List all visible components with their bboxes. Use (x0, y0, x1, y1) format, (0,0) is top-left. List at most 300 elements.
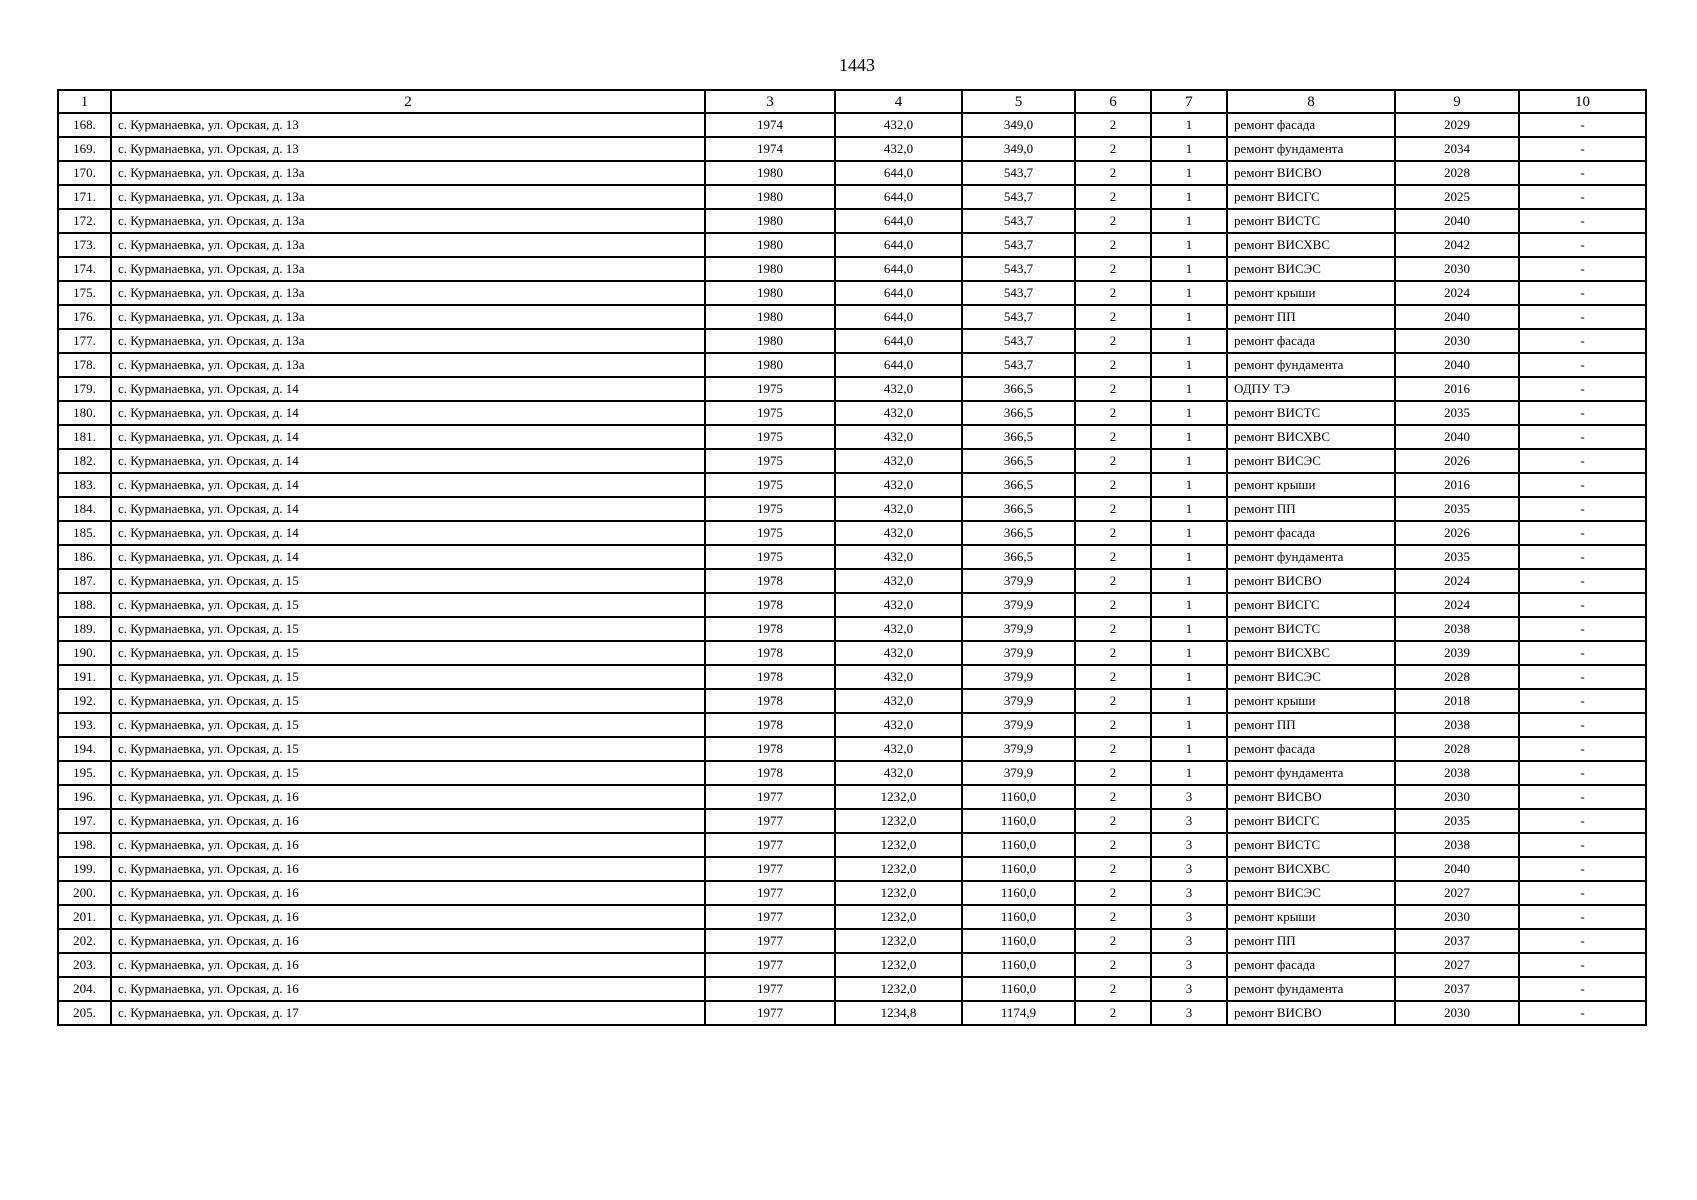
cell-row-number: 172. (58, 209, 111, 233)
table-row (58, 617, 1646, 641)
cell-build-year: 1980 (705, 257, 835, 281)
table-row (58, 353, 1646, 377)
cell-living-area: 543,7 (962, 161, 1075, 185)
cell-entrances: 1 (1151, 233, 1227, 257)
cell-row-number: 195. (58, 761, 111, 785)
cell-cost: - (1519, 761, 1646, 785)
cell-address: с. Курманаевка, ул. Орская, д. 15 (111, 641, 705, 665)
table-row (58, 953, 1646, 977)
cell-cost: - (1519, 569, 1646, 593)
cell-total-area: 432,0 (835, 593, 962, 617)
cell-living-area: 1160,0 (962, 881, 1075, 905)
cell-entrances: 3 (1151, 977, 1227, 1001)
cell-work-type: ремонт ВИСЭС (1227, 881, 1395, 905)
cell-work-type: ремонт ПП (1227, 929, 1395, 953)
cell-address: с. Курманаевка, ул. Орская, д. 16 (111, 833, 705, 857)
cell-entrances: 3 (1151, 929, 1227, 953)
cell-planned-year: 2038 (1395, 617, 1519, 641)
cell-planned-year: 2030 (1395, 257, 1519, 281)
cell-total-area: 432,0 (835, 569, 962, 593)
cell-cost: - (1519, 809, 1646, 833)
cell-entrances: 3 (1151, 1001, 1227, 1025)
cell-work-type: ремонт ВИСВО (1227, 785, 1395, 809)
cell-planned-year: 2030 (1395, 1001, 1519, 1025)
cell-work-type: ремонт ПП (1227, 497, 1395, 521)
cell-row-number: 192. (58, 689, 111, 713)
cell-entrances: 1 (1151, 113, 1227, 137)
cell-living-area: 543,7 (962, 281, 1075, 305)
cell-entrances: 1 (1151, 761, 1227, 785)
cell-build-year: 1978 (705, 617, 835, 641)
cell-build-year: 1975 (705, 473, 835, 497)
cell-address: с. Курманаевка, ул. Орская, д. 17 (111, 1001, 705, 1025)
cell-address: с. Курманаевка, ул. Орская, д. 16 (111, 929, 705, 953)
cell-floors: 2 (1075, 569, 1151, 593)
cell-total-area: 432,0 (835, 473, 962, 497)
cell-planned-year: 2040 (1395, 353, 1519, 377)
cell-entrances: 1 (1151, 449, 1227, 473)
cell-cost: - (1519, 353, 1646, 377)
table-row (58, 281, 1646, 305)
cell-build-year: 1975 (705, 401, 835, 425)
cell-work-type: ремонт фундамента (1227, 545, 1395, 569)
table-row (58, 929, 1646, 953)
cell-total-area: 432,0 (835, 545, 962, 569)
cell-living-area: 379,9 (962, 689, 1075, 713)
table-row (58, 785, 1646, 809)
cell-row-number: 184. (58, 497, 111, 521)
cell-entrances: 1 (1151, 713, 1227, 737)
cell-row-number: 173. (58, 233, 111, 257)
cell-entrances: 3 (1151, 833, 1227, 857)
cell-living-area: 1160,0 (962, 905, 1075, 929)
cell-floors: 2 (1075, 857, 1151, 881)
cell-work-type: ремонт фундамента (1227, 977, 1395, 1001)
cell-living-area: 366,5 (962, 377, 1075, 401)
cell-floors: 2 (1075, 881, 1151, 905)
cell-work-type: ремонт крыши (1227, 281, 1395, 305)
cell-planned-year: 2038 (1395, 761, 1519, 785)
header-col-2: 2 (111, 90, 705, 113)
header-col-3: 3 (705, 90, 835, 113)
cell-floors: 2 (1075, 905, 1151, 929)
cell-build-year: 1980 (705, 161, 835, 185)
cell-address: с. Курманаевка, ул. Орская, д. 15 (111, 689, 705, 713)
header-col-4: 4 (835, 90, 962, 113)
cell-living-area: 366,5 (962, 473, 1075, 497)
cell-build-year: 1975 (705, 449, 835, 473)
cell-planned-year: 2035 (1395, 497, 1519, 521)
cell-row-number: 204. (58, 977, 111, 1001)
cell-total-area: 644,0 (835, 329, 962, 353)
cell-build-year: 1980 (705, 353, 835, 377)
cell-planned-year: 2035 (1395, 401, 1519, 425)
cell-floors: 2 (1075, 137, 1151, 161)
cell-work-type: ремонт фасада (1227, 737, 1395, 761)
cell-cost: - (1519, 593, 1646, 617)
cell-work-type: ремонт фундамента (1227, 137, 1395, 161)
cell-work-type: ремонт ВИСЭС (1227, 665, 1395, 689)
table-row (58, 209, 1646, 233)
cell-cost: - (1519, 257, 1646, 281)
cell-floors: 2 (1075, 209, 1151, 233)
cell-address: с. Курманаевка, ул. Орская, д. 15 (111, 617, 705, 641)
cell-cost: - (1519, 977, 1646, 1001)
cell-planned-year: 2037 (1395, 929, 1519, 953)
cell-cost: - (1519, 281, 1646, 305)
cell-row-number: 203. (58, 953, 111, 977)
cell-build-year: 1977 (705, 785, 835, 809)
cell-living-area: 379,9 (962, 569, 1075, 593)
cell-work-type: ремонт фундамента (1227, 353, 1395, 377)
cell-address: с. Курманаевка, ул. Орская, д. 16 (111, 905, 705, 929)
cell-total-area: 432,0 (835, 689, 962, 713)
cell-living-area: 366,5 (962, 521, 1075, 545)
header-col-10: 10 (1519, 90, 1646, 113)
cell-row-number: 168. (58, 113, 111, 137)
cell-build-year: 1980 (705, 329, 835, 353)
cell-cost: - (1519, 521, 1646, 545)
cell-row-number: 169. (58, 137, 111, 161)
cell-planned-year: 2024 (1395, 593, 1519, 617)
cell-address: с. Курманаевка, ул. Орская, д. 15 (111, 665, 705, 689)
cell-work-type: ремонт крыши (1227, 473, 1395, 497)
cell-address: с. Курманаевка, ул. Орская, д. 14 (111, 521, 705, 545)
cell-floors: 2 (1075, 161, 1151, 185)
cell-entrances: 1 (1151, 689, 1227, 713)
cell-planned-year: 2039 (1395, 641, 1519, 665)
cell-entrances: 1 (1151, 425, 1227, 449)
cell-floors: 2 (1075, 689, 1151, 713)
cell-entrances: 1 (1151, 545, 1227, 569)
header-col-9: 9 (1395, 90, 1519, 113)
cell-build-year: 1978 (705, 713, 835, 737)
cell-floors: 2 (1075, 425, 1151, 449)
cell-floors: 2 (1075, 761, 1151, 785)
cell-entrances: 3 (1151, 857, 1227, 881)
cell-row-number: 194. (58, 737, 111, 761)
cell-entrances: 1 (1151, 617, 1227, 641)
cell-floors: 2 (1075, 785, 1151, 809)
cell-living-area: 543,7 (962, 185, 1075, 209)
table-header-row (58, 90, 1646, 113)
cell-total-area: 1232,0 (835, 977, 962, 1001)
cell-living-area: 1160,0 (962, 929, 1075, 953)
cell-living-area: 366,5 (962, 449, 1075, 473)
cell-work-type: ремонт фасада (1227, 953, 1395, 977)
cell-build-year: 1980 (705, 209, 835, 233)
cell-entrances: 1 (1151, 401, 1227, 425)
cell-planned-year: 2016 (1395, 473, 1519, 497)
cell-address: с. Курманаевка, ул. Орская, д. 16 (111, 785, 705, 809)
cell-row-number: 199. (58, 857, 111, 881)
cell-work-type: ремонт ВИСГС (1227, 593, 1395, 617)
cell-planned-year: 2027 (1395, 953, 1519, 977)
cell-address: с. Курманаевка, ул. Орская, д. 16 (111, 809, 705, 833)
cell-cost: - (1519, 449, 1646, 473)
cell-total-area: 432,0 (835, 425, 962, 449)
cell-build-year: 1978 (705, 641, 835, 665)
cell-address: с. Курманаевка, ул. Орская, д. 16 (111, 953, 705, 977)
cell-entrances: 1 (1151, 185, 1227, 209)
cell-build-year: 1980 (705, 281, 835, 305)
cell-address: с. Курманаевка, ул. Орская, д. 14 (111, 545, 705, 569)
header-col-8: 8 (1227, 90, 1395, 113)
cell-living-area: 379,9 (962, 713, 1075, 737)
table-row (58, 161, 1646, 185)
cell-entrances: 1 (1151, 737, 1227, 761)
cell-planned-year: 2028 (1395, 665, 1519, 689)
cell-planned-year: 2018 (1395, 689, 1519, 713)
cell-living-area: 1160,0 (962, 809, 1075, 833)
cell-address: с. Курманаевка, ул. Орская, д. 15 (111, 569, 705, 593)
cell-floors: 2 (1075, 353, 1151, 377)
cell-floors: 2 (1075, 833, 1151, 857)
cell-total-area: 1232,0 (835, 857, 962, 881)
table-row (58, 689, 1646, 713)
cell-living-area: 366,5 (962, 497, 1075, 521)
cell-address: с. Курманаевка, ул. Орская, д. 13а (111, 209, 705, 233)
cell-planned-year: 2028 (1395, 737, 1519, 761)
table-row (58, 233, 1646, 257)
cell-floors: 2 (1075, 713, 1151, 737)
cell-floors: 2 (1075, 401, 1151, 425)
cell-floors: 2 (1075, 929, 1151, 953)
cell-living-area: 543,7 (962, 353, 1075, 377)
cell-build-year: 1977 (705, 809, 835, 833)
table-row (58, 761, 1646, 785)
cell-build-year: 1975 (705, 521, 835, 545)
cell-cost: - (1519, 953, 1646, 977)
cell-total-area: 1234,8 (835, 1001, 962, 1025)
cell-cost: - (1519, 929, 1646, 953)
cell-cost: - (1519, 377, 1646, 401)
cell-address: с. Курманаевка, ул. Орская, д. 13а (111, 281, 705, 305)
cell-entrances: 1 (1151, 353, 1227, 377)
cell-planned-year: 2035 (1395, 809, 1519, 833)
cell-cost: - (1519, 473, 1646, 497)
cell-address: с. Курманаевка, ул. Орская, д. 14 (111, 473, 705, 497)
cell-work-type: ОДПУ ТЭ (1227, 377, 1395, 401)
cell-cost: - (1519, 329, 1646, 353)
cell-living-area: 379,9 (962, 641, 1075, 665)
cell-planned-year: 2030 (1395, 785, 1519, 809)
cell-living-area: 1174,9 (962, 1001, 1075, 1025)
cell-floors: 2 (1075, 329, 1151, 353)
cell-entrances: 1 (1151, 665, 1227, 689)
cell-living-area: 379,9 (962, 665, 1075, 689)
table-row (58, 1001, 1646, 1025)
cell-planned-year: 2025 (1395, 185, 1519, 209)
cell-row-number: 197. (58, 809, 111, 833)
table-row (58, 113, 1646, 137)
cell-cost: - (1519, 641, 1646, 665)
cell-address: с. Курманаевка, ул. Орская, д. 15 (111, 593, 705, 617)
cell-entrances: 3 (1151, 881, 1227, 905)
cell-work-type: ремонт ВИСВО (1227, 569, 1395, 593)
cell-build-year: 1975 (705, 497, 835, 521)
cell-living-area: 543,7 (962, 257, 1075, 281)
cell-build-year: 1975 (705, 377, 835, 401)
cell-cost: - (1519, 857, 1646, 881)
cell-floors: 2 (1075, 641, 1151, 665)
cell-living-area: 379,9 (962, 737, 1075, 761)
cell-living-area: 379,9 (962, 617, 1075, 641)
cell-entrances: 1 (1151, 521, 1227, 545)
cell-total-area: 1232,0 (835, 905, 962, 929)
cell-row-number: 178. (58, 353, 111, 377)
cell-address: с. Курманаевка, ул. Орская, д. 14 (111, 377, 705, 401)
table-row (58, 305, 1646, 329)
cell-row-number: 179. (58, 377, 111, 401)
cell-work-type: ремонт ВИСХВС (1227, 233, 1395, 257)
cell-cost: - (1519, 1001, 1646, 1025)
cell-address: с. Курманаевка, ул. Орская, д. 13а (111, 305, 705, 329)
cell-total-area: 644,0 (835, 209, 962, 233)
cell-total-area: 432,0 (835, 401, 962, 425)
table-row (58, 329, 1646, 353)
cell-total-area: 1232,0 (835, 881, 962, 905)
cell-address: с. Курманаевка, ул. Орская, д. 15 (111, 713, 705, 737)
cell-living-area: 1160,0 (962, 977, 1075, 1001)
cell-cost: - (1519, 233, 1646, 257)
cell-total-area: 432,0 (835, 665, 962, 689)
cell-entrances: 1 (1151, 209, 1227, 233)
cell-entrances: 1 (1151, 281, 1227, 305)
cell-floors: 2 (1075, 185, 1151, 209)
cell-address: с. Курманаевка, ул. Орская, д. 14 (111, 425, 705, 449)
cell-planned-year: 2040 (1395, 209, 1519, 233)
cell-living-area: 379,9 (962, 593, 1075, 617)
cell-total-area: 1232,0 (835, 785, 962, 809)
cell-living-area: 366,5 (962, 545, 1075, 569)
cell-build-year: 1978 (705, 665, 835, 689)
cell-planned-year: 2038 (1395, 833, 1519, 857)
cell-row-number: 171. (58, 185, 111, 209)
cell-work-type: ремонт ВИСХВС (1227, 857, 1395, 881)
cell-cost: - (1519, 401, 1646, 425)
cell-row-number: 181. (58, 425, 111, 449)
cell-total-area: 432,0 (835, 761, 962, 785)
cell-address: с. Курманаевка, ул. Орская, д. 16 (111, 881, 705, 905)
table-row (58, 473, 1646, 497)
cell-floors: 2 (1075, 305, 1151, 329)
cell-planned-year: 2038 (1395, 713, 1519, 737)
cell-total-area: 1232,0 (835, 809, 962, 833)
cell-floors: 2 (1075, 809, 1151, 833)
cell-cost: - (1519, 905, 1646, 929)
cell-address: с. Курманаевка, ул. Орская, д. 13а (111, 185, 705, 209)
cell-total-area: 644,0 (835, 233, 962, 257)
cell-address: с. Курманаевка, ул. Орская, д. 13а (111, 353, 705, 377)
cell-cost: - (1519, 305, 1646, 329)
cell-floors: 2 (1075, 665, 1151, 689)
cell-total-area: 432,0 (835, 449, 962, 473)
cell-build-year: 1978 (705, 737, 835, 761)
cell-floors: 2 (1075, 233, 1151, 257)
table-row (58, 737, 1646, 761)
cell-floors: 2 (1075, 545, 1151, 569)
cell-floors: 2 (1075, 977, 1151, 1001)
header-col-7: 7 (1151, 90, 1227, 113)
cell-living-area: 543,7 (962, 305, 1075, 329)
cell-living-area: 366,5 (962, 401, 1075, 425)
cell-cost: - (1519, 737, 1646, 761)
cell-build-year: 1978 (705, 761, 835, 785)
table-row (58, 449, 1646, 473)
cell-build-year: 1977 (705, 1001, 835, 1025)
cell-total-area: 1232,0 (835, 929, 962, 953)
cell-cost: - (1519, 137, 1646, 161)
cell-living-area: 1160,0 (962, 857, 1075, 881)
cell-floors: 2 (1075, 281, 1151, 305)
cell-row-number: 186. (58, 545, 111, 569)
cell-entrances: 3 (1151, 905, 1227, 929)
cell-cost: - (1519, 617, 1646, 641)
cell-address: с. Курманаевка, ул. Орская, д. 14 (111, 449, 705, 473)
cell-planned-year: 2024 (1395, 281, 1519, 305)
cell-work-type: ремонт ВИСТС (1227, 401, 1395, 425)
cell-cost: - (1519, 833, 1646, 857)
cell-planned-year: 2030 (1395, 905, 1519, 929)
header-col-6: 6 (1075, 90, 1151, 113)
cell-work-type: ремонт крыши (1227, 689, 1395, 713)
cell-entrances: 1 (1151, 257, 1227, 281)
cell-living-area: 543,7 (962, 209, 1075, 233)
table-row (58, 137, 1646, 161)
cell-work-type: ремонт ВИСЭС (1227, 257, 1395, 281)
header-col-5: 5 (962, 90, 1075, 113)
cell-row-number: 189. (58, 617, 111, 641)
cell-row-number: 188. (58, 593, 111, 617)
cell-address: с. Курманаевка, ул. Орская, д. 13а (111, 233, 705, 257)
cell-address: с. Курманаевка, ул. Орская, д. 13а (111, 257, 705, 281)
cell-cost: - (1519, 689, 1646, 713)
cell-total-area: 432,0 (835, 137, 962, 161)
cell-work-type: ремонт фасада (1227, 329, 1395, 353)
cell-entrances: 1 (1151, 569, 1227, 593)
cell-build-year: 1978 (705, 593, 835, 617)
cell-build-year: 1977 (705, 833, 835, 857)
cell-floors: 2 (1075, 473, 1151, 497)
cell-entrances: 1 (1151, 641, 1227, 665)
cell-planned-year: 2026 (1395, 449, 1519, 473)
table-row (58, 401, 1646, 425)
cell-planned-year: 2016 (1395, 377, 1519, 401)
cell-entrances: 1 (1151, 497, 1227, 521)
cell-row-number: 202. (58, 929, 111, 953)
cell-work-type: ремонт крыши (1227, 905, 1395, 929)
cell-entrances: 1 (1151, 137, 1227, 161)
cell-living-area: 349,0 (962, 137, 1075, 161)
cell-living-area: 1160,0 (962, 833, 1075, 857)
cell-build-year: 1977 (705, 881, 835, 905)
cell-build-year: 1975 (705, 545, 835, 569)
cell-row-number: 183. (58, 473, 111, 497)
cell-work-type: ремонт ВИСТС (1227, 833, 1395, 857)
cell-floors: 2 (1075, 521, 1151, 545)
cell-cost: - (1519, 161, 1646, 185)
table-row (58, 977, 1646, 1001)
cell-build-year: 1974 (705, 137, 835, 161)
cell-total-area: 644,0 (835, 281, 962, 305)
table-row (58, 665, 1646, 689)
cell-floors: 2 (1075, 497, 1151, 521)
cell-floors: 2 (1075, 617, 1151, 641)
cell-row-number: 196. (58, 785, 111, 809)
cell-row-number: 175. (58, 281, 111, 305)
cell-row-number: 182. (58, 449, 111, 473)
